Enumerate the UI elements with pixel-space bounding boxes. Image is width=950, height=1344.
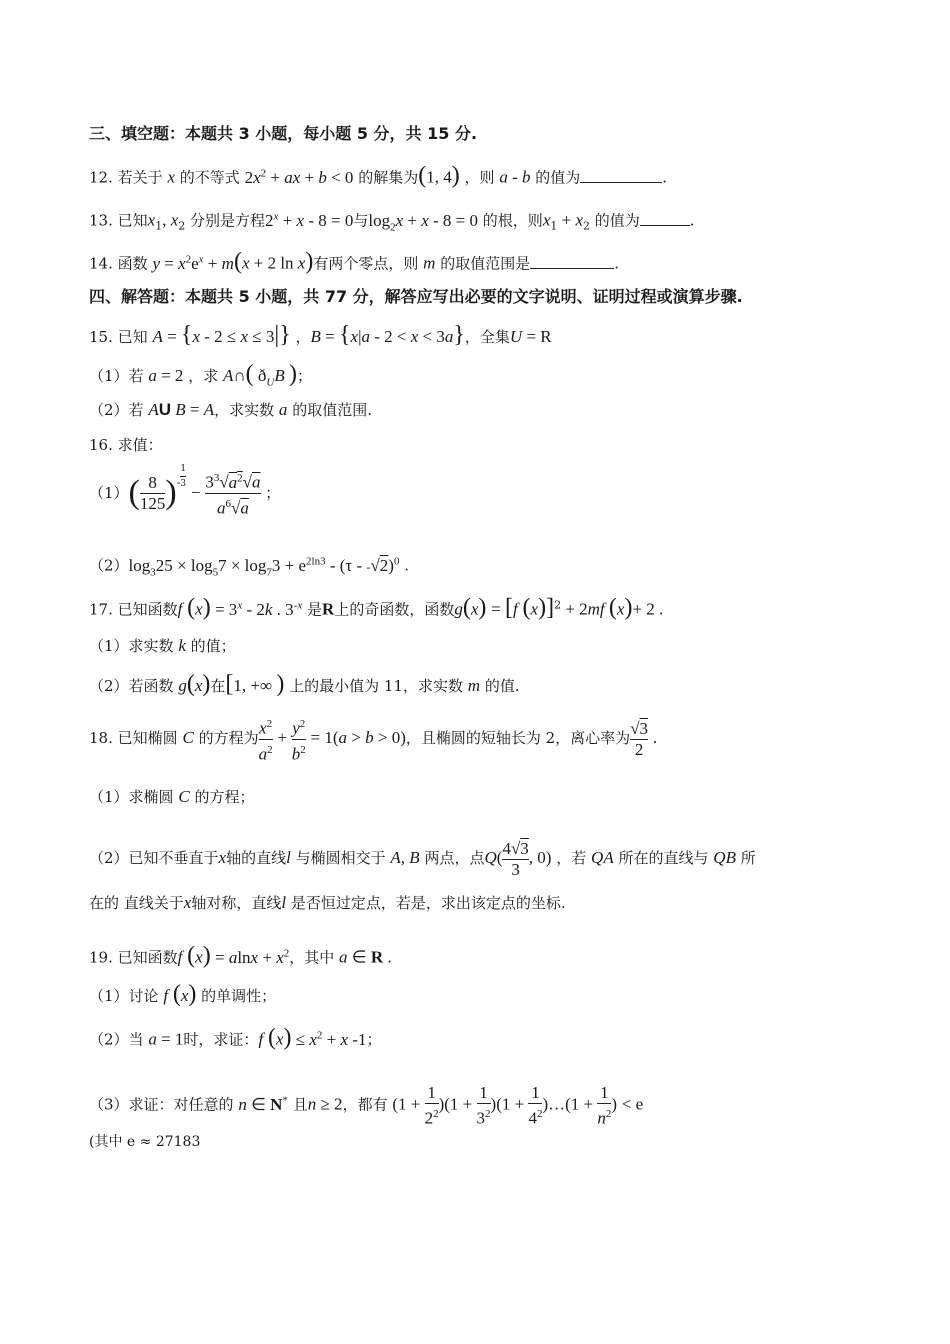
q19-part-text: ，都有 [342, 1095, 388, 1114]
q18-text: 的方程为 [198, 729, 259, 747]
q16-text: 求值： [117, 436, 163, 454]
q18-part-text: 轴的直线 [226, 849, 287, 867]
q19-part-text: （2）当 [89, 1030, 144, 1049]
question-19-part-2: （2）当 a = 1时，求证：f $(x) \le x^2 + x$ -1； [89, 1024, 382, 1051]
q13-text: 的值为 [594, 211, 640, 230]
question-17: 17. 已知函数f $(x) = 3^x - 2k$ . $3^{-x}$ 是R上的奇函数，函数g(x) = [f (x)]$^2$ + 2mf (x)+ 2 . [89, 594, 664, 621]
q12-text: 的值为 [535, 168, 581, 187]
q19-part-text: 的单调性； [201, 987, 277, 1005]
question-18-part-2: （2）已知不垂直于x轴的直线l 与椭圆相交于 A, B 两点，点Q( $\frac{4√3}{3}$ , 0) ，若 QA 所在的直线与 QB 所 [89, 838, 756, 879]
question-18-part-1: （1）求椭圆 C 的方程； [89, 787, 255, 806]
q15-text: ， [295, 328, 311, 346]
q15-part-text: （2）若 [89, 401, 144, 419]
q15-text: 已知 [117, 328, 148, 346]
question-17-part-2: （2）若函数 g(x)在[1, +∞ ) 上的最小值为 11，求实数 m 的值. [89, 671, 520, 697]
q15-part-text: ，求 [188, 367, 219, 385]
q17-part-text: （1）求实数 [89, 637, 174, 655]
q12-text: 若关于 [117, 168, 163, 187]
question-16 [89, 435, 163, 455]
section-4-heading [89, 287, 743, 307]
section-3-heading [89, 124, 477, 144]
question-19-part-1: （1）讨论 f (x) 的单调性； [89, 981, 277, 1007]
q19-part-text: （3）求证：对任意的 [89, 1095, 234, 1114]
q18-part-text: 轴对称，直线 [191, 894, 282, 912]
q15-part-text: （1）若 [89, 367, 144, 385]
q17-text: 已知函数 [117, 600, 178, 619]
question-18: 18. 已知椭圆 C 的方程为 $\frac{x^2}{a^2}$ + $\frac{y^2}{b^2}$ = 1(a > b > 0)，且椭圆的短轴长为 2，离心率为 $\frac{√3}{2}$ . [89, 717, 658, 764]
q16-part-text: ； [265, 484, 281, 502]
q13-text: 已知 [117, 211, 148, 230]
question-19: 19. 已知函数f $(x) = alnx + x^2$，其中 a ∈ R . [89, 942, 392, 969]
question-17-part-1: （1）求实数 k 的值； [89, 636, 236, 655]
q18-number: 18. [89, 729, 113, 747]
q13-text: 分别是方程 [190, 211, 266, 230]
q19-number: 19. [89, 948, 113, 967]
q18-text: 已知椭圆 [117, 729, 178, 747]
question-12: 12. 若关于 x 的不等式 $2x^2$ + ax + b < 0 的解集为(1, 4) ，则 a - b 的值为 . [89, 162, 668, 189]
q16-part-text: （2） [89, 556, 129, 575]
q15-part-text: ； [297, 367, 313, 385]
q15-part-text: ，求实数 [214, 401, 275, 419]
q17-part-text: 上的最小值为 11，求实数 [289, 677, 463, 695]
question-15-part-1: （1）若 a = 2 ，求 A∩( $ð_UB$ )； [89, 361, 313, 389]
q17-text: 上的奇函数，函数 [334, 600, 455, 619]
q18-part-text: ，若 [556, 849, 587, 867]
q14-text: . [614, 254, 619, 273]
q19-text: 已知函数 [117, 948, 178, 967]
q17-part-text: 在 [210, 677, 226, 695]
q16-part-text: . [404, 556, 410, 575]
section-3-title: 三、填空题：本题共 3 小题，每小题 5 分，共 15 分. [89, 124, 478, 143]
q18-part-text: 的方程； [194, 788, 255, 806]
q13-text: 的根，则 [482, 211, 543, 230]
q19-part-text: （1）讨论 [89, 987, 159, 1005]
q13-text: 与 [353, 211, 369, 230]
q19-text: ，其中 [289, 948, 335, 967]
q17-part-text: 的值； [190, 637, 236, 655]
question-18-part-2-cont: 在的 直线关于x轴对称，直线l 是否恒过定点，若是，求出该定点的坐标. [89, 893, 566, 912]
question-14: 14. 函数 $y = x^2e^x + m(x + 2$ ln x)有两个零点，则 m 的取值范围是 . [89, 248, 619, 275]
q12-text: 的不等式 [179, 168, 240, 187]
q13-text: . [689, 211, 695, 230]
q19-part-text: < e [621, 1094, 644, 1114]
q18-part-text: 两点，点 [424, 849, 485, 867]
q17-number: 17. [89, 600, 113, 619]
q14-number: 14. [89, 254, 113, 273]
answer-blank[interactable] [530, 256, 614, 269]
q18-part-text: 在的 直线关于 [89, 894, 184, 912]
question-15: 15. 已知 A = {x - 2 ≤ x ≤ 3|} ，B = {x|a - 2 < x < 3a}，全集U = R [89, 322, 552, 348]
q17-part-text: 的值. [484, 677, 520, 695]
q15-part-text: 的取值范围. [292, 401, 372, 419]
q18-part-text: 所在的直线与 [618, 849, 709, 867]
q18-text: ，且椭圆的短轴长为 2，离心率为 [405, 729, 631, 747]
q14-text: 有两个零点，则 [313, 254, 419, 273]
q12-text: ，则 [464, 168, 495, 187]
q17-part-text: （2）若函数 [89, 677, 174, 695]
q18-part-text: 是否恒过定点，若是，求出该定点的坐标. [290, 894, 566, 912]
q14-text: 的取值范围是 [440, 254, 531, 273]
question-16-part-2: $(2)\log_325 \times \log_57 \times \log_73 + e^{2ln3} - (\tau - -√2)^0$ . [89, 555, 410, 579]
q18-part-text: （1）求椭圆 [89, 788, 174, 806]
q18-part-text: （2）已知不垂直于 [89, 849, 219, 867]
q13-number: 13. [89, 211, 113, 230]
question-13: 13. 已知$x_1$, $x_2$ 分别是方程$2^x + x - 8 = 0$与$\log_2x + x - 8 = 0$ 的根，则$x_1 + x_2$ 的值为 . [89, 210, 695, 234]
q12-number: 12. [89, 168, 113, 187]
q18-part-text: 所 [740, 849, 756, 867]
q15-number: 15. [89, 328, 113, 346]
section-4-title: 四、解答题：本题共 5 小题，共 77 分，解答应写出必要的文字说明、证明过程或演算步骤. [89, 287, 743, 306]
question-19-note [89, 1132, 200, 1152]
q16-number: 16. [89, 436, 113, 454]
question-15-part-2: （2）若 AU B = A，求实数 a 的取值范围. [89, 400, 372, 419]
q14-text: 函数 [117, 254, 148, 273]
q12-text: . [662, 168, 668, 187]
answer-blank[interactable] [640, 213, 690, 226]
q18-part-text: 与椭圆相交于 [295, 849, 386, 867]
q15-text: ，全集 [464, 328, 510, 346]
q17-text: 是 [307, 600, 323, 619]
q19-part-text: 时，求证： [183, 1030, 259, 1049]
answer-blank[interactable] [580, 170, 662, 183]
q12-text: 的解集为 [358, 168, 419, 187]
q19-note-text: (其中 e ≈ 27183 [89, 1134, 201, 1150]
q19-part-text: 且 [292, 1095, 308, 1114]
question-16-part-1: （1）( $\frac{8}{125}$ )$^{- \frac{1}{3}}$ − $\frac{3^3√a^2√a}{a^6√a}$ ； [89, 464, 281, 518]
question-19-part-3: （3）求证：对任意的 n ∈ N* 且n ≥ 2，都有 (1 + $\frac{1}{2^2}$ )(1 + $\frac{1}{3^2}$ )(1 + $\frac{1}{4^2}$ )…(1 + $\frac{1}{n^2}$ ) < e [89, 1082, 644, 1128]
q16-part-text: （1） [89, 484, 129, 502]
